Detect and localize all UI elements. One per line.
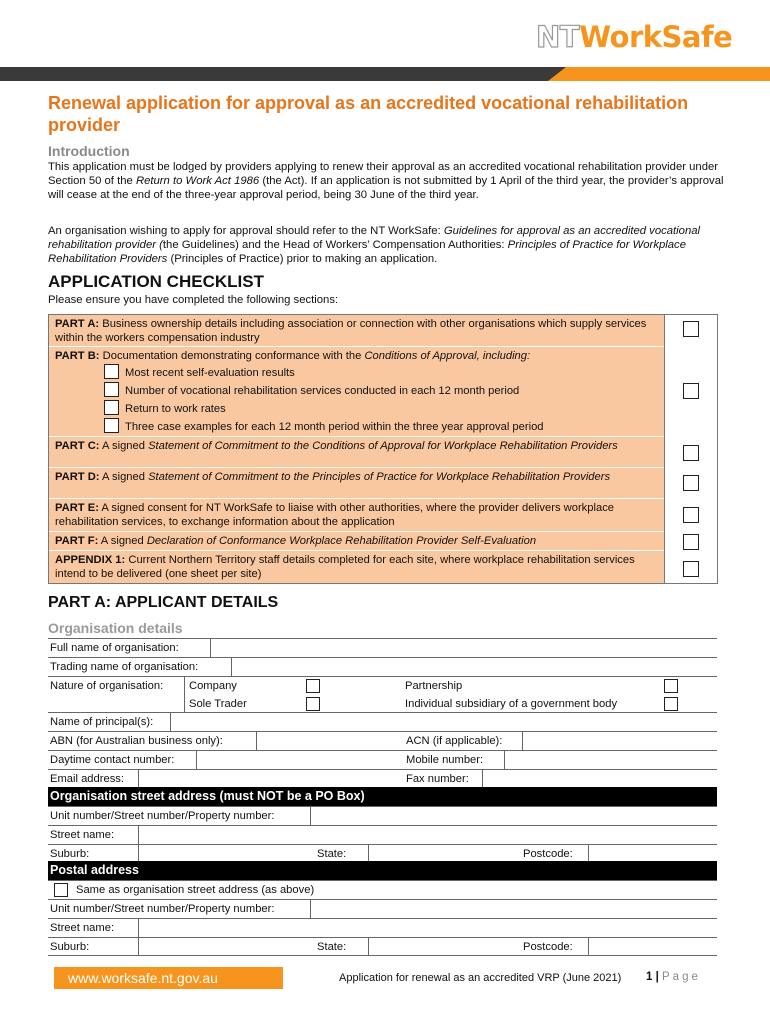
state-label: State: — [317, 941, 347, 953]
checkbox[interactable] — [104, 364, 119, 379]
postal-postcode-field[interactable] — [588, 938, 717, 956]
email-fax-row — [48, 769, 717, 788]
nature-label: Nature of organisation: — [50, 680, 164, 692]
label: Return to work rates — [125, 403, 226, 415]
label: APPENDIX 1: — [55, 554, 126, 566]
checklist-items — [49, 315, 664, 583]
text: A signed — [98, 535, 147, 547]
company-checkbox[interactable] — [306, 679, 320, 693]
street-unit-row — [48, 806, 717, 825]
text: Statement of Commitment to the Principles of Practice for Workplace Rehabilitation Providers — [148, 471, 611, 483]
partnership-label: Partnership — [405, 680, 463, 692]
principles-title: Principles of Practice for Workplace Rehabilitation Providers — [48, 239, 686, 266]
fax-label: Fax number: — [406, 773, 469, 785]
same-as-row — [48, 880, 717, 899]
subsidiary-label: Individual subsidiary of a government body — [405, 698, 618, 710]
text: Business ownership details including association or connection with other organisations which supply services within the workers compensation industry — [55, 318, 647, 345]
postal-address-heading: Postal address — [48, 861, 717, 880]
part-b-item-1 — [104, 364, 295, 380]
daytime-field[interactable] — [196, 751, 402, 769]
unit-label: Unit number/Street number/Property number: — [50, 810, 275, 822]
subsidiary-checkbox[interactable] — [664, 697, 678, 711]
text: Documentation demonstrating conformance with the — [99, 350, 365, 362]
checklist-part-f — [49, 532, 664, 551]
email-field[interactable] — [138, 770, 402, 788]
act-name: Return to Work Act 1986 — [135, 175, 260, 188]
fax-field[interactable] — [482, 770, 717, 788]
divider — [184, 677, 185, 713]
nature-row — [48, 676, 717, 712]
postal-suburb-field[interactable] — [138, 938, 312, 956]
label: Three case examples for each 12 month period within the three year approval period — [125, 421, 544, 433]
label: PART A: — [55, 318, 100, 330]
footer-page-number — [646, 971, 701, 983]
checklist-part-a — [49, 315, 664, 347]
mobile-field[interactable] — [504, 751, 717, 769]
checkbox[interactable] — [104, 382, 119, 397]
principals-field[interactable] — [170, 713, 717, 731]
intro-paragraph-1 — [48, 160, 724, 203]
label: PART B: — [55, 350, 100, 362]
company-label: Company — [189, 680, 237, 692]
introduction-heading: Introduction — [48, 143, 130, 159]
postcode-label: Postcode: — [523, 941, 573, 953]
checkbox[interactable] — [104, 400, 119, 415]
part-b-item-2 — [104, 382, 519, 398]
sole-trader-label: Sole Trader — [189, 698, 247, 710]
postal-unit-row — [48, 899, 717, 918]
checklist-part-e — [49, 499, 664, 532]
label: PART F: — [55, 535, 99, 547]
same-as-label: Same as organisation street address (as above) — [76, 884, 315, 896]
organisation-details-heading: Organisation details — [48, 620, 183, 636]
text: A signed — [99, 440, 149, 452]
part-a-heading: PART A: APPLICANT DETAILS — [48, 594, 279, 611]
postcode-label: Postcode: — [523, 848, 573, 860]
part-b-checkbox[interactable] — [683, 383, 699, 399]
text: (the Act). If an application is not submitted by 1 April of the third year, the provider’s approval will cease at the end of the three-year approval period, being 30 June of the third year. — [48, 175, 724, 202]
page-number: 1 | — [646, 971, 659, 983]
street-address-heading: Organisation street address (must NOT be a PO Box) — [48, 787, 717, 806]
trading-name-row — [48, 657, 717, 676]
postal-street-field[interactable] — [138, 919, 717, 937]
email-label: Email address: — [50, 773, 124, 785]
text: A signed — [99, 471, 149, 483]
abn-label: ABN (for Australian business only): — [50, 735, 223, 747]
logo-worksafe: WorkSafe — [579, 20, 733, 54]
unit-label: Unit number/Street number/Property number: — [50, 903, 275, 915]
partnership-checkbox[interactable] — [664, 679, 678, 693]
contact-row — [48, 750, 717, 769]
postal-street-row — [48, 918, 717, 937]
mobile-label: Mobile number: — [406, 754, 484, 766]
principals-row — [48, 712, 717, 731]
acn-field[interactable] — [522, 732, 717, 750]
page-title: Renewal application for approval as an accredited vocational rehabilitation provider — [48, 93, 689, 135]
trading-name-label: Trading name of organisation: — [50, 661, 199, 673]
state-label: State: — [317, 848, 347, 860]
checklist-heading: APPLICATION CHECKLIST — [48, 272, 264, 291]
checklist-part-d — [49, 468, 664, 499]
daytime-label: Daytime contact number: — [50, 754, 175, 766]
text: A signed consent for NT WorkSafe to liaise with other authorities, where the provider delivers workplace rehabilitation services, to exchange information about the application — [55, 502, 615, 529]
street-name-label: Street name: — [50, 829, 115, 841]
part-d-checkbox[interactable] — [683, 475, 699, 491]
text: Current Northern Territory staff details completed for each site, where workplace rehabilitation services intend to be delivered (one sheet per site) — [55, 554, 635, 581]
trading-name-field[interactable] — [231, 658, 717, 676]
street-name-label: Street name: — [50, 922, 115, 934]
part-f-checkbox[interactable] — [683, 534, 699, 550]
full-name-row — [48, 638, 717, 657]
principals-label: Name of principal(s): — [50, 716, 154, 728]
logo-nt: NT — [536, 20, 580, 54]
suburb-label: Suburb: — [50, 941, 90, 953]
sole-trader-checkbox[interactable] — [306, 697, 320, 711]
checklist-part-c — [49, 437, 664, 468]
suburb-label: Suburb: — [50, 848, 90, 860]
postal-unit-field[interactable] — [310, 900, 717, 918]
full-name-label: Full name of organisation: — [50, 642, 179, 654]
checkbox[interactable] — [104, 418, 119, 433]
abn-field[interactable] — [256, 732, 402, 750]
street-name-row — [48, 825, 717, 844]
label: PART E: — [55, 502, 99, 514]
checklist-appendix-1 — [49, 551, 664, 583]
part-a-checkbox[interactable] — [683, 321, 699, 337]
checklist-subheading: Please ensure you have completed the following sections: — [48, 294, 339, 306]
ntworksafe-logo — [536, 20, 732, 54]
abn-acn-row — [48, 731, 717, 750]
text: Declaration of Conformance Workplace Rehabilitation Provider Self-Evaluation — [146, 535, 537, 547]
part-b-item-4 — [104, 418, 544, 434]
same-as-checkbox[interactable] — [54, 883, 68, 897]
street-unit-field[interactable] — [310, 807, 717, 825]
label: PART D: — [55, 471, 100, 483]
appendix-1-checkbox[interactable] — [683, 561, 699, 577]
label: Most recent self-evaluation results — [125, 367, 295, 379]
label: Number of vocational rehabilitation services conducted in each 12 month period — [125, 385, 520, 397]
full-name-field[interactable] — [210, 639, 717, 657]
text: Statement of Commitment to the Conditions of Approval for Workplace Rehabilitation Providers — [148, 440, 618, 452]
footer-url[interactable]: www.worksafe.nt.gov.au — [54, 967, 283, 989]
postal-state-field[interactable] — [368, 938, 523, 956]
text: Conditions of Approval, including: — [364, 350, 531, 362]
street-name-field[interactable] — [138, 826, 717, 844]
page-word: Page — [662, 971, 701, 983]
application-checklist — [48, 314, 718, 584]
part-b-item-3 — [104, 400, 226, 416]
intro-paragraph-2 — [48, 224, 724, 267]
postal-suburb-row — [48, 937, 717, 956]
footer-document-title: Application for renewal as an accredited VRP (June 2021) — [339, 972, 622, 984]
part-e-checkbox[interactable] — [683, 507, 699, 523]
label: PART C: — [55, 440, 100, 452]
header-bar — [0, 67, 770, 81]
part-c-checkbox[interactable] — [683, 445, 699, 461]
text: (Principles of Practice) prior to making an application. — [167, 253, 438, 266]
text: the Guidelines) and the Head of Workers’ Compensation Authorities: — [162, 239, 508, 252]
text: This application must be lodged by providers applying to renew their approval as an accredited vocational rehabilitation provider under Section 50 of the — [48, 161, 719, 188]
text: An organisation wishing to apply for approval should refer to the NT WorkSafe: — [48, 225, 444, 237]
acn-label: ACN (if applicable): — [406, 735, 503, 747]
header-bar-accent — [548, 67, 770, 81]
guidelines-title: Guidelines for approval as an accredited vocational rehabilitation provider ( — [48, 225, 701, 252]
